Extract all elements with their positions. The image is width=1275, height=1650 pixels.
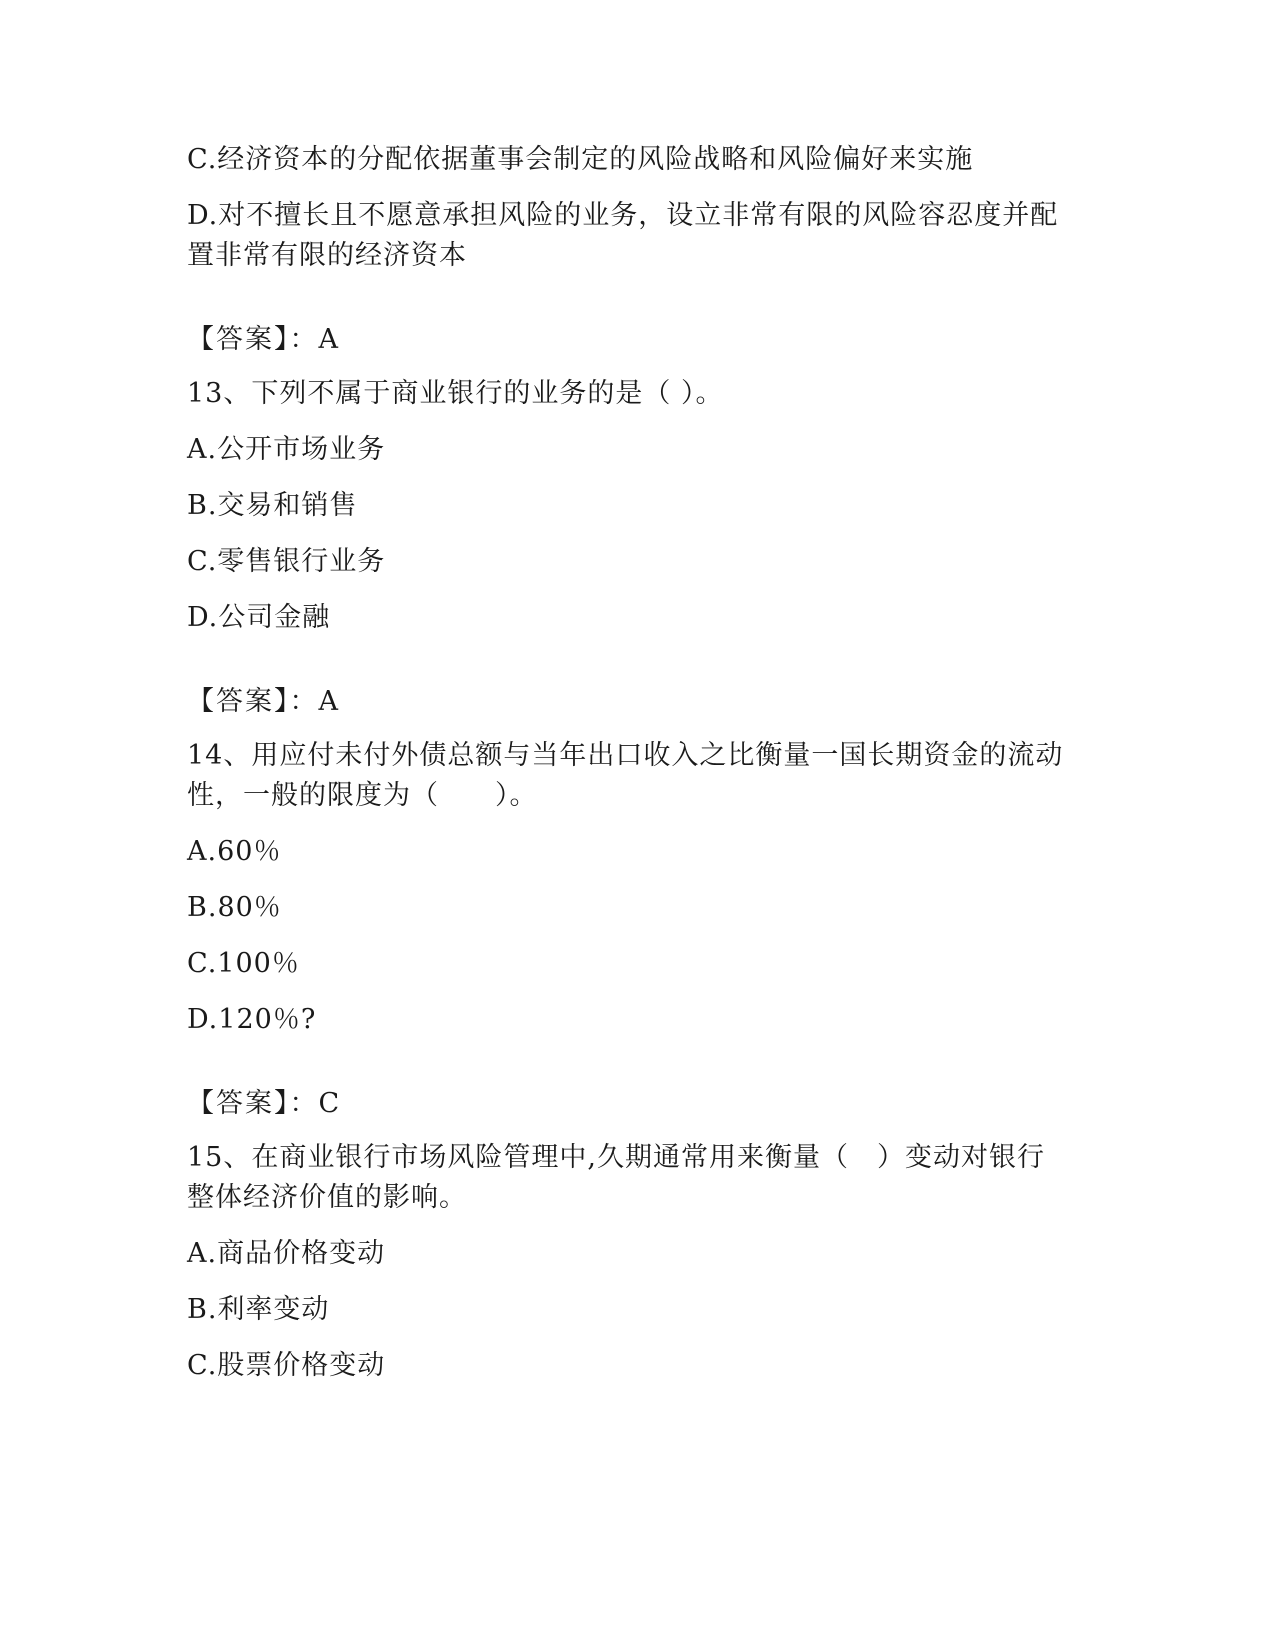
option-label: D. <box>187 1004 219 1035</box>
option-label: A. <box>187 836 218 867</box>
question-number: 14、 <box>187 740 252 771</box>
option-text: 经济资本的分配依据董事会制定的风险战略和风险偏好来实施 <box>217 144 974 175</box>
option-text: 60％ <box>217 836 282 867</box>
question-stem <box>187 1138 1067 1218</box>
option-c <box>187 1346 1087 1386</box>
option-a <box>187 832 1087 872</box>
option-text: 零售银行业务 <box>217 546 386 577</box>
option-label: B. <box>187 1294 218 1325</box>
option-a <box>187 430 1087 470</box>
option-text: 公司金融 <box>218 602 331 633</box>
answer-value: A <box>318 686 339 717</box>
option-b <box>187 888 1087 928</box>
exam-page <box>187 140 1087 1402</box>
option-d <box>187 1000 1087 1040</box>
option-text: 100％ <box>217 948 300 979</box>
answer-label: 【答案】： <box>187 324 319 355</box>
question-stem <box>187 374 1087 414</box>
question-number: 13、 <box>187 378 252 409</box>
option-text: 交易和销售 <box>217 490 358 521</box>
option-c <box>187 944 1087 984</box>
option-label: C. <box>187 546 218 577</box>
answer-line <box>187 1084 1087 1124</box>
question-text: 用应付未付外债总额与当年出口收入之比衡量一国长期资金的流动性，一般的限度为（ ）。 <box>187 740 1064 811</box>
option-text: 80％ <box>217 892 282 923</box>
question-number: 15、 <box>187 1142 252 1173</box>
question-14 <box>187 736 1087 1124</box>
option-label: C. <box>187 144 218 175</box>
question-stem <box>187 736 1067 816</box>
option-text: 公开市场业务 <box>217 434 386 465</box>
question-15 <box>187 1138 1087 1386</box>
option-label: A. <box>187 1238 218 1269</box>
answer-line <box>187 682 1087 722</box>
option-label: C. <box>187 948 218 979</box>
option-d <box>187 196 1067 276</box>
option-label: C. <box>187 1350 218 1381</box>
question-text: 在商业银行市场风险管理中,久期通常用来衡量（ ）变动对银行整体经济价值的影响。 <box>187 1142 1045 1213</box>
option-b <box>187 486 1087 526</box>
answer-value: C <box>318 1088 341 1119</box>
answer-line <box>187 320 1087 360</box>
option-c <box>187 542 1087 582</box>
option-b <box>187 1290 1087 1330</box>
option-label: A. <box>187 434 218 465</box>
option-c <box>187 140 1087 180</box>
option-a <box>187 1234 1087 1274</box>
option-d <box>187 598 1087 638</box>
question-12-tail <box>187 140 1087 360</box>
option-label: D. <box>187 200 219 231</box>
option-label: D. <box>187 602 219 633</box>
answer-label: 【答案】： <box>187 1088 319 1119</box>
option-label: B. <box>187 490 218 521</box>
option-text: 商品价格变动 <box>217 1238 386 1269</box>
option-text: 利率变动 <box>217 1294 330 1325</box>
option-text: 120％? <box>218 1004 317 1035</box>
option-text: 对不擅长且不愿意承担风险的业务，设立非常有限的风险容忍度并配置非常有限的经济资本 <box>187 200 1059 271</box>
question-text: 下列不属于商业银行的业务的是（ ）。 <box>251 378 724 409</box>
answer-value: A <box>318 324 339 355</box>
option-label: B. <box>187 892 218 923</box>
option-text: 股票价格变动 <box>217 1350 386 1381</box>
question-13 <box>187 374 1087 722</box>
answer-label: 【答案】： <box>187 686 319 717</box>
